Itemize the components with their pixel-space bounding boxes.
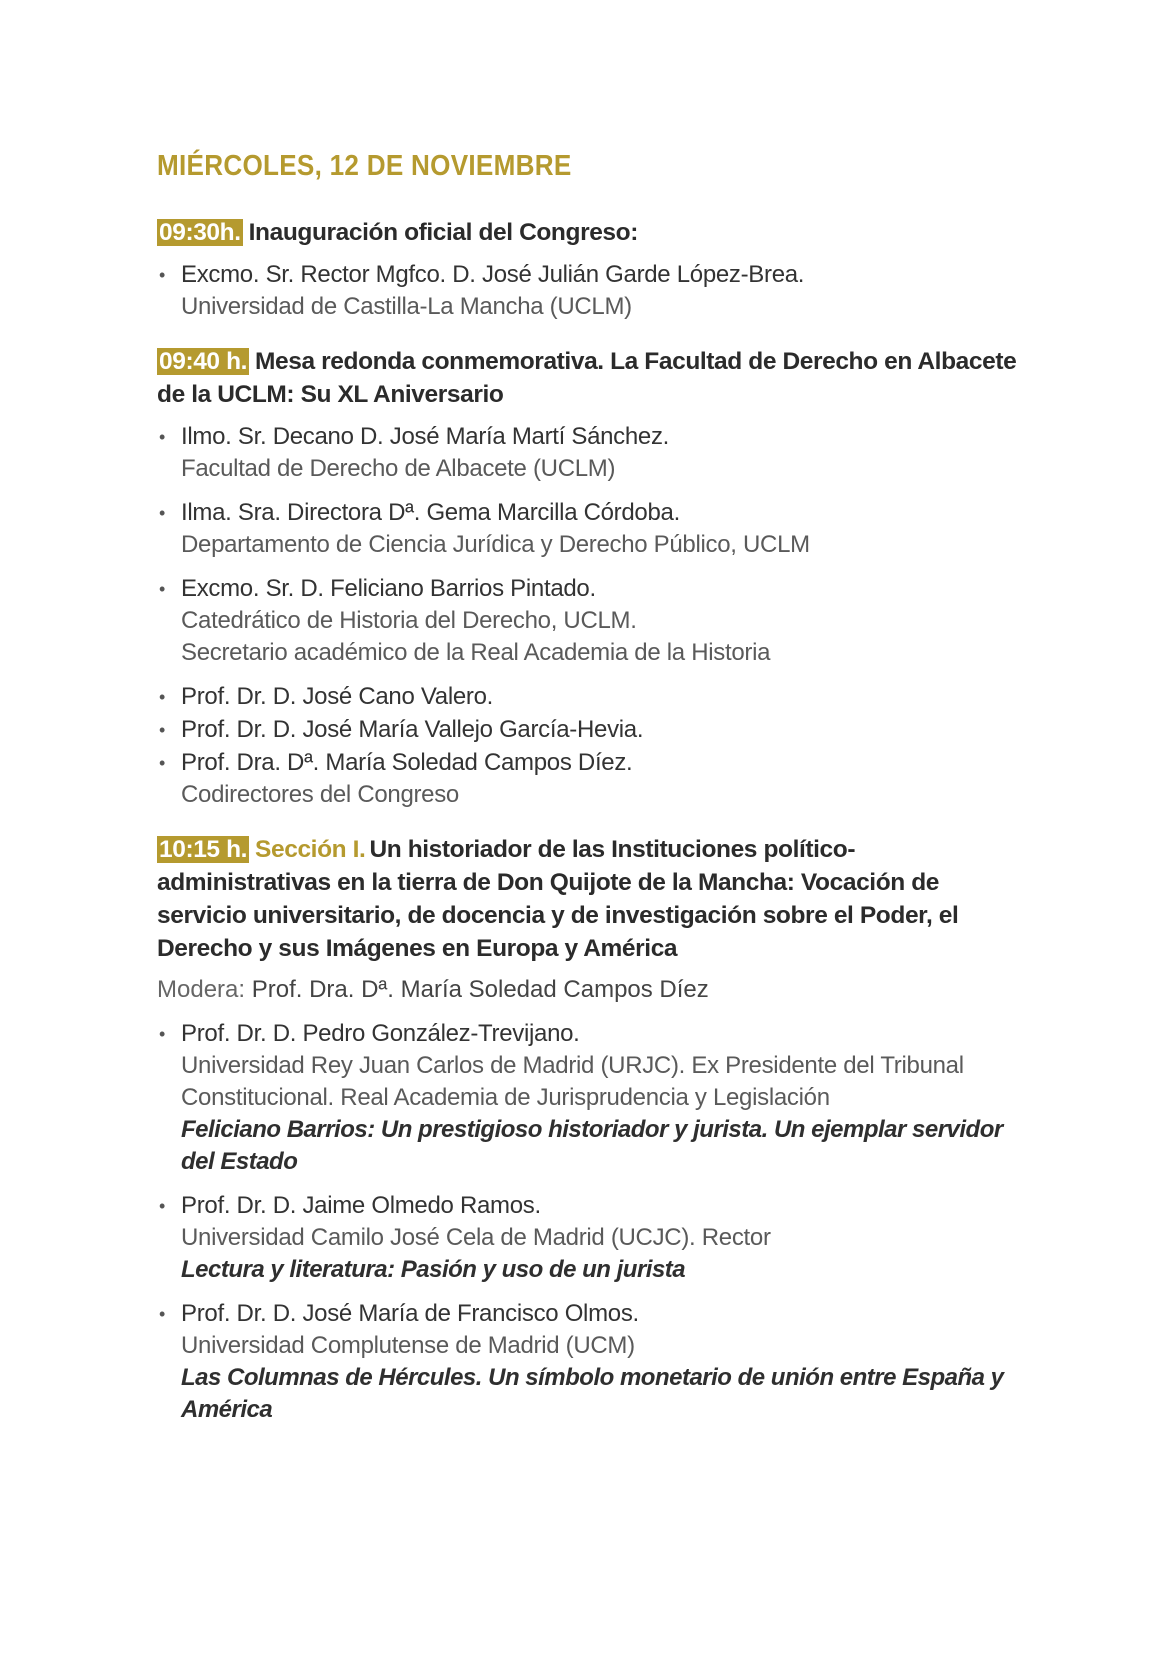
session-heading: [157, 833, 1017, 965]
speaker-name: Prof. Dr. D. José María Vallejo García-Hevia.: [181, 716, 644, 743]
speaker-name: Ilma. Sra. Directora Dª. Gema Marcilla Córdoba.: [181, 499, 680, 526]
list-item: [157, 1018, 1017, 1178]
list-item: [157, 259, 1017, 323]
list-item: [157, 421, 1017, 485]
talk-title: Lectura y literatura: Pasión y uso de un jurista: [181, 1256, 686, 1283]
bullet-icon: •: [159, 1196, 166, 1216]
talk-title: Feliciano Barrios: Un prestigioso historiador y jurista. Un ejemplar servidor del Estado: [181, 1116, 1003, 1175]
speaker-affiliation: Departamento de Ciencia Jurídica y Derecho Público, UCLM: [181, 531, 810, 558]
bullet-icon: •: [159, 687, 166, 707]
list-item: [157, 681, 1017, 713]
speaker-affiliation: Facultad de Derecho de Albacete (UCLM): [181, 455, 616, 482]
speaker-list: [157, 259, 1017, 323]
moderator-line: [157, 973, 1017, 1006]
session-title: Mesa redonda conmemorativa. La Facultad de Derecho en Albacete de la UCLM: Su XL Aniversario: [157, 348, 1017, 408]
bullet-icon: •: [159, 753, 166, 773]
session-title: Inauguración oficial del Congreso:: [248, 219, 638, 246]
speaker-affiliation: Catedrático de Historia del Derecho, UCLM.: [181, 607, 637, 634]
speaker-name: Excmo. Sr. Rector Mgfco. D. José Julián Garde López-Brea.: [181, 261, 805, 288]
bullet-icon: •: [159, 427, 166, 447]
speaker-affiliation: Codirectores del Congreso: [181, 781, 459, 808]
session-round-table: [157, 345, 1017, 811]
session-heading: [157, 216, 1017, 249]
time-badge: 09:40 h.: [159, 348, 248, 375]
time-badge: 09:30h.: [159, 219, 241, 246]
session-section-one: [157, 833, 1017, 1426]
session-inauguration: [157, 216, 1017, 323]
list-item: [157, 1190, 1017, 1286]
speaker-name: Prof. Dr. D. Jaime Olmedo Ramos.: [181, 1192, 541, 1219]
session-title: Un historiador de las Instituciones político-administrativas en la tierra de Don Quijote de la Mancha: Vocación de servicio universitario, de docencia y de investigación sobre el Poder, el Derecho y sus Imágenes en Europa y América: [157, 836, 959, 962]
speaker-list: [157, 421, 1017, 811]
speaker-affiliation: Universidad Rey Juan Carlos de Madrid (URJC). Ex Presidente del Tribunal: [181, 1052, 964, 1079]
list-item: [157, 573, 1017, 669]
speaker-name: Prof. Dra. Dª. María Soledad Campos Díez.: [181, 749, 633, 776]
speaker-affiliation: Constitucional. Real Academia de Jurisprudencia y Legislación: [181, 1084, 830, 1111]
bullet-icon: •: [159, 265, 166, 285]
talk-title: Las Columnas de Hércules. Un símbolo monetario de unión entre España y América: [181, 1364, 1004, 1423]
section-label: Sección I.: [255, 836, 366, 863]
time-badge: 10:15 h.: [159, 836, 248, 863]
list-item: [157, 497, 1017, 561]
list-item: [157, 1298, 1017, 1426]
list-item: [157, 714, 1017, 746]
speaker-affiliation: Universidad Complutense de Madrid (UCM): [181, 1332, 635, 1359]
program-page: [157, 150, 1017, 1448]
speaker-name: Prof. Dr. D. José Cano Valero.: [181, 683, 494, 710]
speaker-affiliation: Universidad Camilo José Cela de Madrid (UCJC). Rector: [181, 1224, 771, 1251]
moderator-name: Prof. Dra. Dª. María Soledad Campos Díez: [251, 976, 709, 1003]
speaker-name: Ilmo. Sr. Decano D. José María Martí Sánchez.: [181, 423, 670, 450]
speaker-name: Prof. Dr. D. José María de Francisco Olmos.: [181, 1300, 639, 1327]
speaker-list: [157, 1018, 1017, 1426]
bullet-icon: •: [159, 720, 166, 740]
speaker-affiliation: Secretario académico de la Real Academia de la Historia: [181, 639, 771, 666]
day-title: MIÉRCOLES, 12 DE NOVIEMBRE: [157, 150, 572, 182]
speaker-name: Excmo. Sr. D. Feliciano Barrios Pintado.: [181, 575, 596, 602]
speaker-name: Prof. Dr. D. Pedro González-Trevijano.: [181, 1020, 580, 1047]
speaker-affiliation: Universidad de Castilla-La Mancha (UCLM): [181, 293, 632, 320]
bullet-icon: •: [159, 1024, 166, 1044]
moderator-label: Modera:: [157, 976, 246, 1003]
list-item: [157, 747, 1017, 811]
session-heading: [157, 345, 1017, 411]
bullet-icon: •: [159, 579, 166, 599]
bullet-icon: •: [159, 503, 166, 523]
bullet-icon: •: [159, 1304, 166, 1324]
